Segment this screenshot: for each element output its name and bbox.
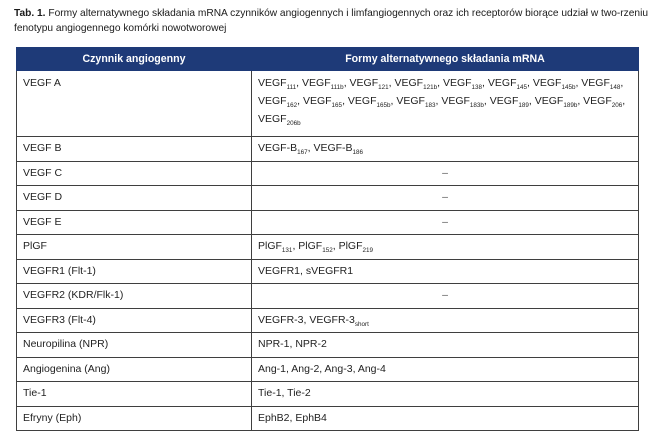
splice-form-subscript: 111b bbox=[330, 84, 344, 91]
splice-form bbox=[581, 77, 623, 89]
splice-form-base: PlGF bbox=[338, 240, 363, 252]
splice-form bbox=[583, 95, 625, 107]
splice-form-separator: , bbox=[483, 95, 490, 107]
splice-form-separator: , bbox=[435, 95, 442, 107]
splice-form-separator: , bbox=[575, 77, 582, 89]
splice-form-subscript: 165 bbox=[331, 102, 343, 109]
splice-form-base: VEGF bbox=[532, 77, 562, 89]
splice-form-separator: , bbox=[332, 240, 339, 252]
forms-cell bbox=[252, 137, 639, 162]
splice-form-base: VEGF bbox=[258, 95, 287, 107]
table-row bbox=[17, 333, 639, 358]
splice-form-base: VEGF bbox=[487, 77, 517, 89]
splice-form-base: VEGF bbox=[581, 77, 610, 89]
splice-form bbox=[348, 95, 396, 107]
splice-form bbox=[258, 314, 309, 326]
factor-cell: VEGFR3 (Flt-4) bbox=[17, 308, 252, 333]
splice-form bbox=[394, 77, 442, 89]
header-forms: Formy alternatywnego składania mRNA bbox=[252, 48, 639, 71]
splice-form-base: VEGF bbox=[258, 77, 287, 89]
table-header-row bbox=[17, 48, 639, 71]
splice-form bbox=[309, 314, 369, 326]
table-row bbox=[17, 161, 639, 186]
splice-form bbox=[258, 113, 301, 125]
table-row bbox=[17, 308, 639, 333]
splicing-forms-table bbox=[16, 47, 639, 431]
splice-form-subscript: 183 bbox=[424, 102, 436, 109]
forms-cell: – bbox=[252, 284, 639, 309]
splice-form-separator: , bbox=[527, 77, 533, 89]
forms-cell: – bbox=[252, 161, 639, 186]
splice-form-separator: , bbox=[343, 77, 350, 89]
splice-form bbox=[258, 95, 303, 107]
splice-form-separator: , bbox=[297, 95, 303, 107]
factor-cell: Angiogenina (Ang) bbox=[17, 357, 252, 382]
splice-form-subscript: 219 bbox=[362, 247, 373, 254]
splice-form-base: VEGF bbox=[583, 95, 612, 107]
factor-cell: VEGFR1 (Flt-1) bbox=[17, 259, 252, 284]
splice-form bbox=[441, 95, 489, 107]
forms-cell: NPR-1, NPR-2 bbox=[252, 333, 639, 358]
splice-form-separator: , bbox=[528, 95, 535, 107]
splice-form-subscript: 145 bbox=[516, 84, 527, 91]
factor-cell: Neuropilina (NPR) bbox=[17, 333, 252, 358]
table-row bbox=[17, 284, 639, 309]
splice-form-subscript: 121 bbox=[378, 84, 389, 91]
splice-form-subscript: 183b bbox=[469, 102, 484, 109]
forms-cell: VEGFR1, sVEGFR1 bbox=[252, 259, 639, 284]
splice-form-base: VEGF bbox=[489, 95, 519, 107]
splice-form-base: VEGF bbox=[396, 95, 425, 107]
table-row bbox=[17, 210, 639, 235]
splice-form bbox=[313, 142, 363, 154]
forms-cell: EphB2, EphB4 bbox=[252, 406, 639, 431]
splice-form-base: VEGF bbox=[302, 77, 331, 89]
splice-form-base: VEGF bbox=[258, 113, 287, 125]
factor-cell: VEGF C bbox=[17, 161, 252, 186]
splice-form bbox=[535, 95, 583, 107]
table-row bbox=[17, 406, 639, 431]
factor-cell: Efryny (Eph) bbox=[17, 406, 252, 431]
splice-form bbox=[302, 77, 350, 89]
splice-form-subscript: 165b bbox=[376, 102, 391, 109]
forms-cell: – bbox=[252, 210, 639, 235]
forms-cell: Ang-1, Ang-2, Ang-3, Ang-4 bbox=[252, 357, 639, 382]
splice-form-subscript: 167 bbox=[297, 149, 308, 156]
splice-form-subscript: 152 bbox=[322, 247, 333, 254]
splice-form-base: VEGF bbox=[302, 95, 332, 107]
splice-form bbox=[298, 240, 338, 252]
factor-cell: Tie-1 bbox=[17, 382, 252, 407]
splice-form-subscript: 131 bbox=[281, 247, 293, 254]
splice-form-subscript: 206b bbox=[286, 120, 301, 127]
splice-form-separator: , bbox=[482, 77, 488, 89]
splice-form-separator: , bbox=[296, 77, 303, 89]
splice-form-subscript: 162 bbox=[286, 102, 298, 109]
splice-form-subscript: 186 bbox=[352, 149, 364, 156]
splice-form-base: VEGF-B bbox=[313, 142, 353, 154]
splice-form bbox=[490, 95, 535, 107]
table-body bbox=[17, 71, 639, 431]
caption-label: Tab. 1. bbox=[14, 8, 46, 19]
factor-cell: VEGF D bbox=[17, 186, 252, 211]
table-row bbox=[17, 259, 639, 284]
splice-form-separator: , bbox=[390, 95, 397, 107]
splice-form-base: PlGF bbox=[258, 240, 282, 252]
splice-form-subscript: 189b bbox=[563, 102, 578, 109]
forms-cell: Tie-1, Tie-2 bbox=[252, 382, 639, 407]
splice-form-subscript: 206 bbox=[611, 102, 623, 109]
forms-cell: – bbox=[252, 186, 639, 211]
splice-form-separator: , bbox=[307, 142, 314, 154]
splice-form bbox=[339, 240, 373, 252]
splice-form bbox=[488, 77, 533, 89]
splice-form-separator: , bbox=[303, 313, 310, 326]
splice-form-separator: , bbox=[437, 77, 443, 89]
caption-text: Formy alternatywnego składania mRNA czynników angiogennych i limfangiogennych oraz ich receptorów biorące udział w two-rzeniu fenotypu angiogennego komórki nowotworowej bbox=[14, 8, 649, 34]
splice-form-subscript: 189 bbox=[518, 102, 529, 109]
forms-cell bbox=[252, 308, 639, 333]
table-caption bbox=[14, 6, 650, 36]
splice-form-separator: , bbox=[620, 77, 624, 89]
forms-cell bbox=[252, 71, 639, 137]
splice-form-base: VEGF bbox=[349, 77, 379, 89]
splice-form-base: VEGF bbox=[394, 77, 424, 89]
splice-form-separator: , bbox=[577, 95, 584, 107]
splice-form-separator: , bbox=[342, 95, 348, 107]
splice-form-separator: , bbox=[292, 240, 299, 252]
splice-form-subscript: 148 bbox=[609, 84, 621, 91]
splice-form-subscript: short bbox=[354, 320, 369, 328]
splice-form-base: VEGF bbox=[442, 77, 472, 89]
splice-form-separator: , bbox=[388, 77, 395, 89]
splice-form-subscript: 111 bbox=[286, 84, 297, 91]
splice-form bbox=[396, 95, 441, 107]
table-row bbox=[17, 235, 639, 260]
table-row bbox=[17, 357, 639, 382]
splice-form bbox=[258, 77, 302, 89]
factor-cell: PlGF bbox=[17, 235, 252, 260]
table-row bbox=[17, 186, 639, 211]
splice-form-base: VEGFR-3 bbox=[258, 313, 304, 326]
splice-form-subscript: 145b bbox=[561, 84, 576, 91]
splice-form bbox=[533, 77, 581, 89]
splice-form bbox=[258, 240, 298, 252]
splice-form-base: VEGFR-3 bbox=[309, 313, 355, 326]
factor-cell: VEGF B bbox=[17, 137, 252, 162]
splice-form bbox=[443, 77, 488, 89]
splice-form bbox=[303, 95, 348, 107]
splice-form-subscript: 138 bbox=[471, 84, 483, 91]
factor-cell: VEGF E bbox=[17, 210, 252, 235]
splice-form-base: VEGF bbox=[441, 95, 470, 107]
table-row bbox=[17, 382, 639, 407]
factor-cell: VEGF A bbox=[17, 71, 252, 137]
splice-form bbox=[350, 77, 395, 89]
splice-form-base: PlGF bbox=[298, 240, 323, 252]
splice-form bbox=[258, 142, 313, 154]
header-factor: Czynnik angiogenny bbox=[17, 48, 252, 71]
splice-form-separator: , bbox=[622, 95, 626, 107]
table-row bbox=[17, 71, 639, 137]
table-row bbox=[17, 137, 639, 162]
factor-cell: VEGFR2 (KDR/Flk-1) bbox=[17, 284, 252, 309]
splice-form-base: VEGF-B bbox=[258, 142, 298, 154]
splice-form-subscript: 121b bbox=[423, 84, 438, 91]
splice-form-base: VEGF bbox=[534, 95, 564, 107]
splice-form-base: VEGF bbox=[347, 95, 377, 107]
forms-cell bbox=[252, 235, 639, 260]
